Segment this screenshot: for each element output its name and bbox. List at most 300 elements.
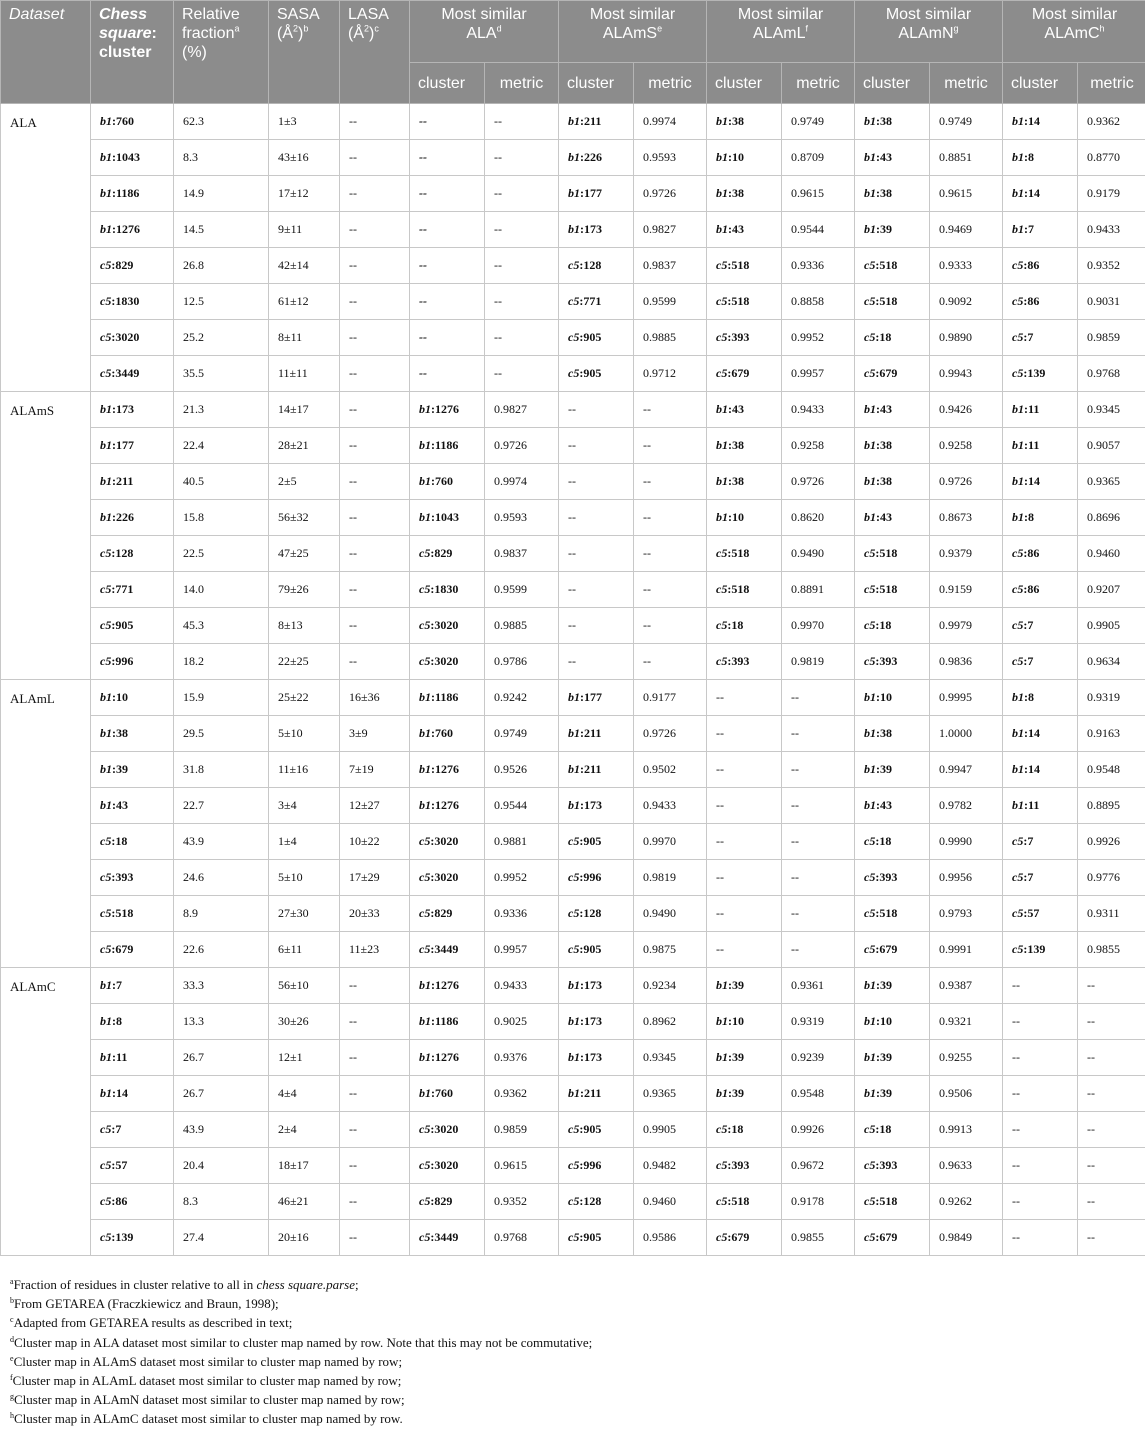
lasa-value: 20±33 (340, 896, 410, 932)
sasa-value: 14±17 (269, 392, 340, 428)
lasa-value: -- (340, 500, 410, 536)
most-similar-ala-metric: 0.9827 (485, 392, 559, 428)
most-similar-alamn-metric: 1.0000 (930, 716, 1003, 752)
most-similar-alamn-metric: 0.9849 (930, 1220, 1003, 1256)
most-similar-alamn-metric: 0.9913 (930, 1112, 1003, 1148)
most-similar-alaml-cluster: b1:10 (707, 1004, 782, 1040)
footnotes (10, 1275, 592, 1429)
table-row (1, 104, 1145, 140)
most-similar-alamc-cluster: b1:7 (1003, 212, 1078, 248)
most-similar-ala-cluster: c5:829 (410, 536, 485, 572)
chess-square-cluster: b1:1043 (91, 140, 174, 176)
lasa-value: 17±29 (340, 860, 410, 896)
most-similar-alams-cluster: b1:173 (559, 788, 634, 824)
most-similar-alamc-cluster: c5:7 (1003, 644, 1078, 680)
most-similar-alamn-cluster: c5:679 (855, 356, 930, 392)
table-row (1, 1220, 1145, 1256)
most-similar-alamc-metric: 0.9319 (1078, 680, 1145, 716)
table-row (1, 572, 1145, 608)
most-similar-ala-cluster: b1:760 (410, 464, 485, 500)
most-similar-alamc-metric: -- (1078, 1076, 1145, 1112)
chess-square-cluster: c5:829 (91, 248, 174, 284)
most-similar-ala-cluster: -- (410, 284, 485, 320)
table-row (1, 1184, 1145, 1220)
most-similar-alaml-cluster: c5:393 (707, 1148, 782, 1184)
most-similar-alaml-cluster: -- (707, 896, 782, 932)
most-similar-alamc-cluster: c5:7 (1003, 320, 1078, 356)
relative-fraction: 15.8 (174, 500, 269, 536)
table-row (1, 896, 1145, 932)
subheader-cluster: cluster (559, 63, 634, 104)
sasa-value: 43±16 (269, 140, 340, 176)
most-similar-alaml-cluster: c5:518 (707, 284, 782, 320)
footnote: $^c$Adapted from GETAREA results as described in text; (10, 1315, 293, 1331)
most-similar-alamn-metric: 0.9262 (930, 1184, 1003, 1220)
header-relative-fraction: Relative fraction$^a$ (%) (174, 1, 269, 104)
table-row (1, 608, 1145, 644)
most-similar-alamc-cluster: c5:86 (1003, 536, 1078, 572)
relative-fraction: 8.3 (174, 140, 269, 176)
most-similar-alamc-metric: -- (1078, 1040, 1145, 1076)
lasa-value: -- (340, 428, 410, 464)
relative-fraction: 43.9 (174, 824, 269, 860)
most-similar-alamn-metric: 0.9387 (930, 968, 1003, 1004)
most-similar-ala-cluster: c5:3020 (410, 1148, 485, 1184)
most-similar-alams-cluster: c5:905 (559, 932, 634, 968)
most-similar-alams-cluster: b1:226 (559, 140, 634, 176)
most-similar-alaml-metric: -- (782, 824, 855, 860)
most-similar-alaml-cluster: b1:38 (707, 428, 782, 464)
most-similar-alamc-metric: -- (1078, 968, 1145, 1004)
most-similar-alamn-metric: 0.9092 (930, 284, 1003, 320)
most-similar-alamn-cluster: b1:38 (855, 464, 930, 500)
most-similar-ala-cluster: c5:829 (410, 896, 485, 932)
most-similar-alaml-cluster: -- (707, 752, 782, 788)
most-similar-alamn-cluster: c5:18 (855, 824, 930, 860)
footnote: $^b$From GETAREA (Fraczkiewicz and Braun, 1998); (10, 1296, 279, 1312)
lasa-value: -- (340, 140, 410, 176)
lasa-value: 12±27 (340, 788, 410, 824)
most-similar-alaml-metric: 0.8620 (782, 500, 855, 536)
most-similar-ala-cluster: c5:829 (410, 1184, 485, 1220)
most-similar-alaml-cluster: c5:518 (707, 536, 782, 572)
table-row (1, 248, 1145, 284)
relative-fraction: 33.3 (174, 968, 269, 1004)
chess-square-cluster: c5:7 (91, 1112, 174, 1148)
subheader-metric: metric (1078, 63, 1145, 104)
most-similar-alams-metric: -- (634, 464, 707, 500)
table-row (1, 644, 1145, 680)
most-similar-alams-metric: -- (634, 500, 707, 536)
table-row (1, 212, 1145, 248)
most-similar-alamc-metric: 0.9057 (1078, 428, 1145, 464)
relative-fraction: 12.5 (174, 284, 269, 320)
most-similar-ala-cluster: b1:1186 (410, 1004, 485, 1040)
most-similar-alamc-cluster: c5:86 (1003, 572, 1078, 608)
most-similar-alamc-cluster: c5:86 (1003, 284, 1078, 320)
most-similar-alams-cluster: b1:173 (559, 968, 634, 1004)
most-similar-alams-cluster: c5:905 (559, 320, 634, 356)
most-similar-alamn-cluster: c5:393 (855, 860, 930, 896)
most-similar-alamn-metric: 0.9333 (930, 248, 1003, 284)
header-most-similar-alamc: Most similar ALAmC$^h$ (1003, 1, 1145, 63)
most-similar-alamn-metric: 0.8851 (930, 140, 1003, 176)
most-similar-alams-cluster: -- (559, 428, 634, 464)
most-similar-ala-metric: -- (485, 356, 559, 392)
most-similar-alaml-cluster: -- (707, 932, 782, 968)
most-similar-alaml-metric: 0.9319 (782, 1004, 855, 1040)
table-row (1, 932, 1145, 968)
sasa-value: 5±10 (269, 860, 340, 896)
most-similar-alamc-cluster: c5:139 (1003, 932, 1078, 968)
most-similar-ala-metric: 0.9726 (485, 428, 559, 464)
most-similar-alaml-metric: 0.9952 (782, 320, 855, 356)
subheader-metric: metric (485, 63, 559, 104)
most-similar-alams-metric: -- (634, 428, 707, 464)
sasa-value: 28±21 (269, 428, 340, 464)
table-row (1, 536, 1145, 572)
chess-square-cluster: b1:226 (91, 500, 174, 536)
lasa-value: -- (340, 104, 410, 140)
chess-square-cluster: b1:11 (91, 1040, 174, 1076)
most-similar-alamn-cluster: b1:10 (855, 1004, 930, 1040)
lasa-value: -- (340, 608, 410, 644)
most-similar-alamn-cluster: c5:393 (855, 644, 930, 680)
most-similar-alamc-cluster: c5:139 (1003, 356, 1078, 392)
most-similar-alamc-cluster: -- (1003, 1184, 1078, 1220)
most-similar-alams-metric: 0.8962 (634, 1004, 707, 1040)
most-similar-alams-metric: 0.9490 (634, 896, 707, 932)
most-similar-alaml-cluster: b1:43 (707, 212, 782, 248)
most-similar-alamn-metric: 0.9890 (930, 320, 1003, 356)
most-similar-alaml-metric: 0.9178 (782, 1184, 855, 1220)
most-similar-alamc-cluster: b1:8 (1003, 140, 1078, 176)
most-similar-alamn-cluster: c5:393 (855, 1148, 930, 1184)
most-similar-alaml-cluster: b1:38 (707, 104, 782, 140)
most-similar-alaml-cluster: -- (707, 680, 782, 716)
most-similar-alaml-metric: 0.9926 (782, 1112, 855, 1148)
most-similar-ala-cluster: c5:3020 (410, 824, 485, 860)
most-similar-alaml-cluster: -- (707, 824, 782, 860)
table-row (1, 284, 1145, 320)
most-similar-alamn-metric: 0.9615 (930, 176, 1003, 212)
most-similar-alamc-cluster: b1:11 (1003, 428, 1078, 464)
most-similar-alamc-metric: 0.9548 (1078, 752, 1145, 788)
most-similar-alaml-metric: -- (782, 752, 855, 788)
relative-fraction: 22.6 (174, 932, 269, 968)
header-lasa: LASA $(Å^2)^c$ (340, 1, 410, 104)
most-similar-alaml-cluster: b1:38 (707, 176, 782, 212)
most-similar-alaml-cluster: c5:18 (707, 608, 782, 644)
most-similar-alamn-cluster: c5:518 (855, 536, 930, 572)
most-similar-ala-metric: -- (485, 140, 559, 176)
most-similar-alams-metric: 0.9970 (634, 824, 707, 860)
most-similar-alams-metric: 0.9502 (634, 752, 707, 788)
most-similar-ala-cluster: b1:1186 (410, 428, 485, 464)
most-similar-ala-cluster: b1:1276 (410, 392, 485, 428)
relative-fraction: 22.5 (174, 536, 269, 572)
chess-square-cluster: b1:14 (91, 1076, 174, 1112)
most-similar-alamn-cluster: b1:39 (855, 968, 930, 1004)
most-similar-alams-cluster: -- (559, 572, 634, 608)
most-similar-alamc-cluster: b1:14 (1003, 464, 1078, 500)
most-similar-ala-cluster: c5:3020 (410, 1112, 485, 1148)
most-similar-alams-cluster: b1:173 (559, 212, 634, 248)
sasa-value: 1±3 (269, 104, 340, 140)
relative-fraction: 20.4 (174, 1148, 269, 1184)
table-row (1, 464, 1145, 500)
most-similar-alams-metric: 0.9460 (634, 1184, 707, 1220)
sasa-value: 22±25 (269, 644, 340, 680)
relative-fraction: 45.3 (174, 608, 269, 644)
most-similar-alamn-metric: 0.9782 (930, 788, 1003, 824)
subheader-cluster: cluster (855, 63, 930, 104)
most-similar-alamn-metric: 0.9506 (930, 1076, 1003, 1112)
most-similar-alaml-metric: 0.9615 (782, 176, 855, 212)
most-similar-alams-metric: 0.9905 (634, 1112, 707, 1148)
most-similar-alaml-metric: 0.9726 (782, 464, 855, 500)
most-similar-alaml-metric: 0.9970 (782, 608, 855, 644)
footnote: $^f$Cluster map in ALAmL dataset most similar to cluster map named by row; (10, 1373, 402, 1389)
most-similar-ala-cluster: -- (410, 176, 485, 212)
sasa-value: 56±10 (269, 968, 340, 1004)
sasa-value: 42±14 (269, 248, 340, 284)
most-similar-alams-metric: 0.9599 (634, 284, 707, 320)
lasa-value: -- (340, 176, 410, 212)
most-similar-alams-metric: -- (634, 644, 707, 680)
most-similar-ala-cluster: c5:3020 (410, 644, 485, 680)
chess-square-cluster: c5:996 (91, 644, 174, 680)
most-similar-alaml-cluster: b1:39 (707, 1076, 782, 1112)
most-similar-alamc-cluster: b1:8 (1003, 680, 1078, 716)
chess-square-cluster: c5:86 (91, 1184, 174, 1220)
most-similar-ala-cluster: b1:1276 (410, 1040, 485, 1076)
most-similar-alams-cluster: b1:173 (559, 1040, 634, 1076)
sasa-value: 27±30 (269, 896, 340, 932)
table-row (1, 1112, 1145, 1148)
most-similar-alams-cluster: b1:177 (559, 680, 634, 716)
table-row (1, 824, 1145, 860)
most-similar-alams-cluster: c5:996 (559, 860, 634, 896)
sasa-value: 8±13 (269, 608, 340, 644)
most-similar-alaml-metric: -- (782, 932, 855, 968)
most-similar-alams-metric: 0.9974 (634, 104, 707, 140)
most-similar-alamc-metric: 0.9905 (1078, 608, 1145, 644)
most-similar-alams-cluster: b1:211 (559, 1076, 634, 1112)
most-similar-alaml-cluster: b1:38 (707, 464, 782, 500)
most-similar-alamc-cluster: b1:14 (1003, 104, 1078, 140)
most-similar-alams-metric: 0.9726 (634, 716, 707, 752)
most-similar-ala-cluster: c5:3020 (410, 608, 485, 644)
most-similar-alamn-cluster: b1:10 (855, 680, 930, 716)
sasa-value: 11±16 (269, 752, 340, 788)
sasa-value: 8±11 (269, 320, 340, 356)
most-similar-ala-metric: 0.9881 (485, 824, 559, 860)
sasa-value: 47±25 (269, 536, 340, 572)
header-most-similar-alamn: Most similar ALAmN$^g$ (855, 1, 1003, 63)
most-similar-alams-metric: 0.9837 (634, 248, 707, 284)
most-similar-alamn-metric: 0.9749 (930, 104, 1003, 140)
lasa-value: 3±9 (340, 716, 410, 752)
subheader-metric: metric (634, 63, 707, 104)
most-similar-alamc-metric: 0.9163 (1078, 716, 1145, 752)
subheader-cluster: cluster (707, 63, 782, 104)
most-similar-alamn-cluster: b1:43 (855, 392, 930, 428)
relative-fraction: 24.6 (174, 860, 269, 896)
most-similar-ala-cluster: -- (410, 320, 485, 356)
most-similar-alaml-metric: -- (782, 788, 855, 824)
table-row (1, 968, 1145, 1004)
sasa-value: 1±4 (269, 824, 340, 860)
most-similar-alamn-metric: 0.9255 (930, 1040, 1003, 1076)
most-similar-alams-cluster: b1:173 (559, 1004, 634, 1040)
most-similar-alams-metric: 0.9586 (634, 1220, 707, 1256)
most-similar-ala-metric: -- (485, 284, 559, 320)
relative-fraction: 21.3 (174, 392, 269, 428)
most-similar-alaml-cluster: c5:679 (707, 356, 782, 392)
most-similar-alamn-cluster: b1:38 (855, 428, 930, 464)
most-similar-ala-metric: 0.9433 (485, 968, 559, 1004)
lasa-value: -- (340, 968, 410, 1004)
lasa-value: -- (340, 644, 410, 680)
header-most-similar-alams: Most similar ALAmS$^e$ (559, 1, 707, 63)
most-similar-alamn-cluster: c5:18 (855, 320, 930, 356)
lasa-value: -- (340, 1148, 410, 1184)
sasa-value: 4±4 (269, 1076, 340, 1112)
relative-fraction: 25.2 (174, 320, 269, 356)
chess-square-cluster: c5:128 (91, 536, 174, 572)
table-row (1, 500, 1145, 536)
most-similar-ala-metric: -- (485, 176, 559, 212)
lasa-value: 11±23 (340, 932, 410, 968)
chess-square-cluster: b1:177 (91, 428, 174, 464)
most-similar-alaml-cluster: b1:39 (707, 968, 782, 1004)
table-row (1, 752, 1145, 788)
relative-fraction: 35.5 (174, 356, 269, 392)
table-row (1, 1076, 1145, 1112)
most-similar-alamn-cluster: b1:38 (855, 104, 930, 140)
header-sasa: SASA $(Å^2)^b$ (269, 1, 340, 104)
most-similar-alaml-metric: 0.9819 (782, 644, 855, 680)
chess-square-cluster: c5:771 (91, 572, 174, 608)
lasa-value: -- (340, 1112, 410, 1148)
most-similar-alamc-metric: 0.8895 (1078, 788, 1145, 824)
relative-fraction: 14.9 (174, 176, 269, 212)
most-similar-alamn-metric: 0.9379 (930, 536, 1003, 572)
most-similar-alams-cluster: b1:177 (559, 176, 634, 212)
sasa-value: 25±22 (269, 680, 340, 716)
most-similar-alaml-metric: -- (782, 860, 855, 896)
relative-fraction: 8.3 (174, 1184, 269, 1220)
relative-fraction: 22.4 (174, 428, 269, 464)
most-similar-alamc-metric: 0.9352 (1078, 248, 1145, 284)
most-similar-alamc-metric: 0.9926 (1078, 824, 1145, 860)
relative-fraction: 15.9 (174, 680, 269, 716)
table-row (1, 392, 1145, 428)
chess-square-cluster: b1:760 (91, 104, 174, 140)
most-similar-ala-cluster: b1:1186 (410, 680, 485, 716)
chess-square-cluster: b1:1186 (91, 176, 174, 212)
most-similar-ala-metric: 0.9376 (485, 1040, 559, 1076)
sasa-value: 3±4 (269, 788, 340, 824)
most-similar-alamn-metric: 0.9793 (930, 896, 1003, 932)
table-row (1, 1040, 1145, 1076)
most-similar-ala-metric: 0.9786 (485, 644, 559, 680)
lasa-value: -- (340, 248, 410, 284)
table-row (1, 680, 1145, 716)
most-similar-ala-cluster: -- (410, 248, 485, 284)
most-similar-alamn-metric: 0.9956 (930, 860, 1003, 896)
most-similar-ala-cluster: c5:1830 (410, 572, 485, 608)
most-similar-ala-metric: 0.9526 (485, 752, 559, 788)
most-similar-alams-metric: 0.9819 (634, 860, 707, 896)
most-similar-alaml-metric: -- (782, 896, 855, 932)
most-similar-alamn-cluster: c5:518 (855, 896, 930, 932)
relative-fraction: 62.3 (174, 104, 269, 140)
lasa-value: -- (340, 392, 410, 428)
most-similar-alaml-metric: 0.9258 (782, 428, 855, 464)
most-similar-alaml-metric: 0.9749 (782, 104, 855, 140)
most-similar-alamn-metric: 0.9995 (930, 680, 1003, 716)
sasa-value: 5±10 (269, 716, 340, 752)
dataset-name: ALAmS (1, 392, 91, 680)
most-similar-alamn-metric: 0.9991 (930, 932, 1003, 968)
most-similar-alams-metric: 0.9726 (634, 176, 707, 212)
most-similar-alaml-cluster: b1:10 (707, 140, 782, 176)
most-similar-alamc-cluster: c5:7 (1003, 860, 1078, 896)
chess-square-cluster: c5:905 (91, 608, 174, 644)
table-row (1, 176, 1145, 212)
most-similar-ala-metric: -- (485, 104, 559, 140)
most-similar-alaml-metric: -- (782, 680, 855, 716)
most-similar-alams-metric: 0.9593 (634, 140, 707, 176)
most-similar-alamc-metric: 0.9768 (1078, 356, 1145, 392)
most-similar-alamn-cluster: c5:679 (855, 1220, 930, 1256)
relative-fraction: 18.2 (174, 644, 269, 680)
most-similar-alaml-cluster: c5:18 (707, 1112, 782, 1148)
sasa-value: 12±1 (269, 1040, 340, 1076)
most-similar-alamn-cluster: b1:43 (855, 500, 930, 536)
most-similar-alamc-metric: -- (1078, 1004, 1145, 1040)
most-similar-alamc-metric: 0.9365 (1078, 464, 1145, 500)
most-similar-alamc-metric: 0.9179 (1078, 176, 1145, 212)
most-similar-alamc-metric: 0.8696 (1078, 500, 1145, 536)
subheader-metric: metric (782, 63, 855, 104)
lasa-value: -- (340, 1184, 410, 1220)
most-similar-alamc-metric: 0.9362 (1078, 104, 1145, 140)
most-similar-alamn-metric: 0.9947 (930, 752, 1003, 788)
chess-square-cluster: b1:43 (91, 788, 174, 824)
most-similar-alams-cluster: c5:771 (559, 284, 634, 320)
header-chess-square: Chess square: cluster (91, 1, 174, 104)
most-similar-alamn-cluster: b1:43 (855, 788, 930, 824)
most-similar-ala-cluster: b1:760 (410, 716, 485, 752)
subheader-cluster: cluster (410, 63, 485, 104)
most-similar-alaml-cluster: c5:518 (707, 248, 782, 284)
most-similar-alams-metric: -- (634, 536, 707, 572)
most-similar-alamn-cluster: b1:39 (855, 212, 930, 248)
sasa-value: 20±16 (269, 1220, 340, 1256)
most-similar-alams-metric: 0.9875 (634, 932, 707, 968)
most-similar-alamc-cluster: -- (1003, 1112, 1078, 1148)
chess-square-cluster: b1:38 (91, 716, 174, 752)
most-similar-alamn-cluster: b1:38 (855, 176, 930, 212)
lasa-value: -- (340, 1076, 410, 1112)
most-similar-ala-cluster: b1:1043 (410, 500, 485, 536)
most-similar-alaml-cluster: b1:10 (707, 500, 782, 536)
most-similar-alaml-cluster: c5:518 (707, 1184, 782, 1220)
most-similar-ala-metric: 0.9952 (485, 860, 559, 896)
